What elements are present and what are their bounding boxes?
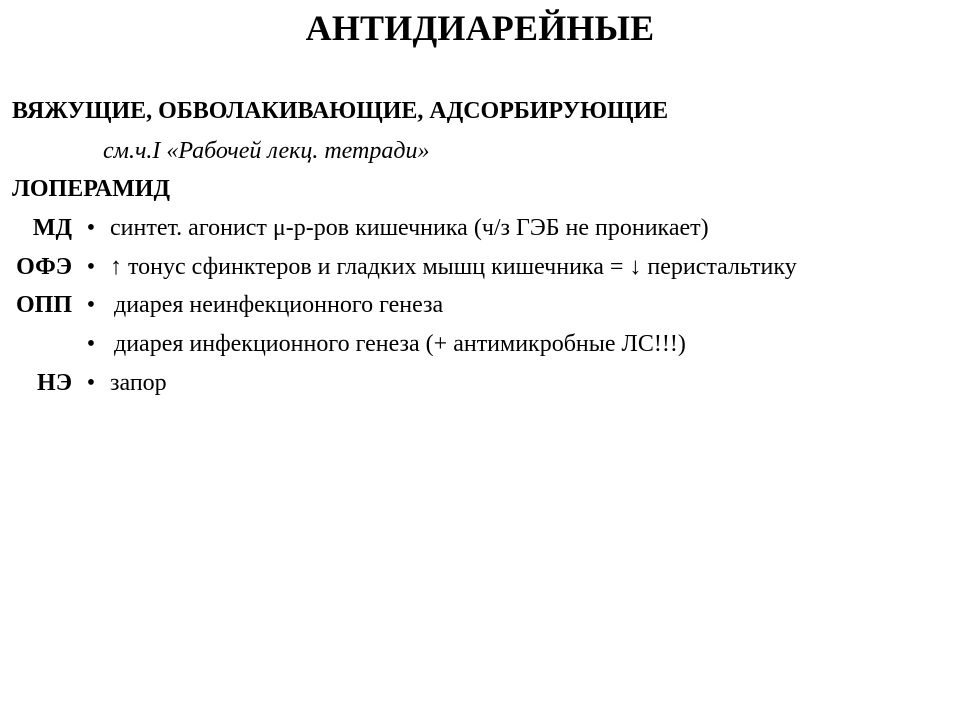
- bullet: •: [86, 331, 96, 357]
- section-heading-astringents: ВЯЖУЩИЕ, ОБВОЛАКИВАЮЩИЕ, АДСОРБИРУЮЩИЕ: [12, 98, 669, 124]
- row-label-md: МД: [32, 215, 72, 241]
- row-text-md: синтет. агонист μ-р-ров кишечника (ч/з ГЭБ не проникает): [110, 215, 709, 241]
- section-heading-loperamide: ЛОПЕРАМИД: [12, 176, 170, 202]
- bullet: •: [86, 215, 96, 241]
- row-text-opp-2: диарея инфекционного генеза (+ антимикробные ЛС!!!): [114, 331, 686, 357]
- row-label-opp: ОПП: [15, 292, 72, 318]
- page-title: АНТИДИАРЕЙНЫЕ: [305, 8, 655, 48]
- bullet: •: [86, 292, 96, 318]
- row-text-ofe: ↑ тонус сфинктеров и гладких мышц кишечника = ↓ перистальтику: [110, 254, 797, 280]
- row-text-ne: запор: [110, 370, 167, 396]
- reference-note: см.ч.I «Рабочей лекц. тетради»: [103, 138, 430, 164]
- row-label-ne: НЭ: [37, 370, 72, 396]
- bullet: •: [86, 254, 96, 280]
- row-text-opp-1: диарея неинфекционного генеза: [114, 292, 444, 318]
- row-label-ofe: ОФЭ: [16, 254, 72, 280]
- bullet: •: [86, 370, 96, 396]
